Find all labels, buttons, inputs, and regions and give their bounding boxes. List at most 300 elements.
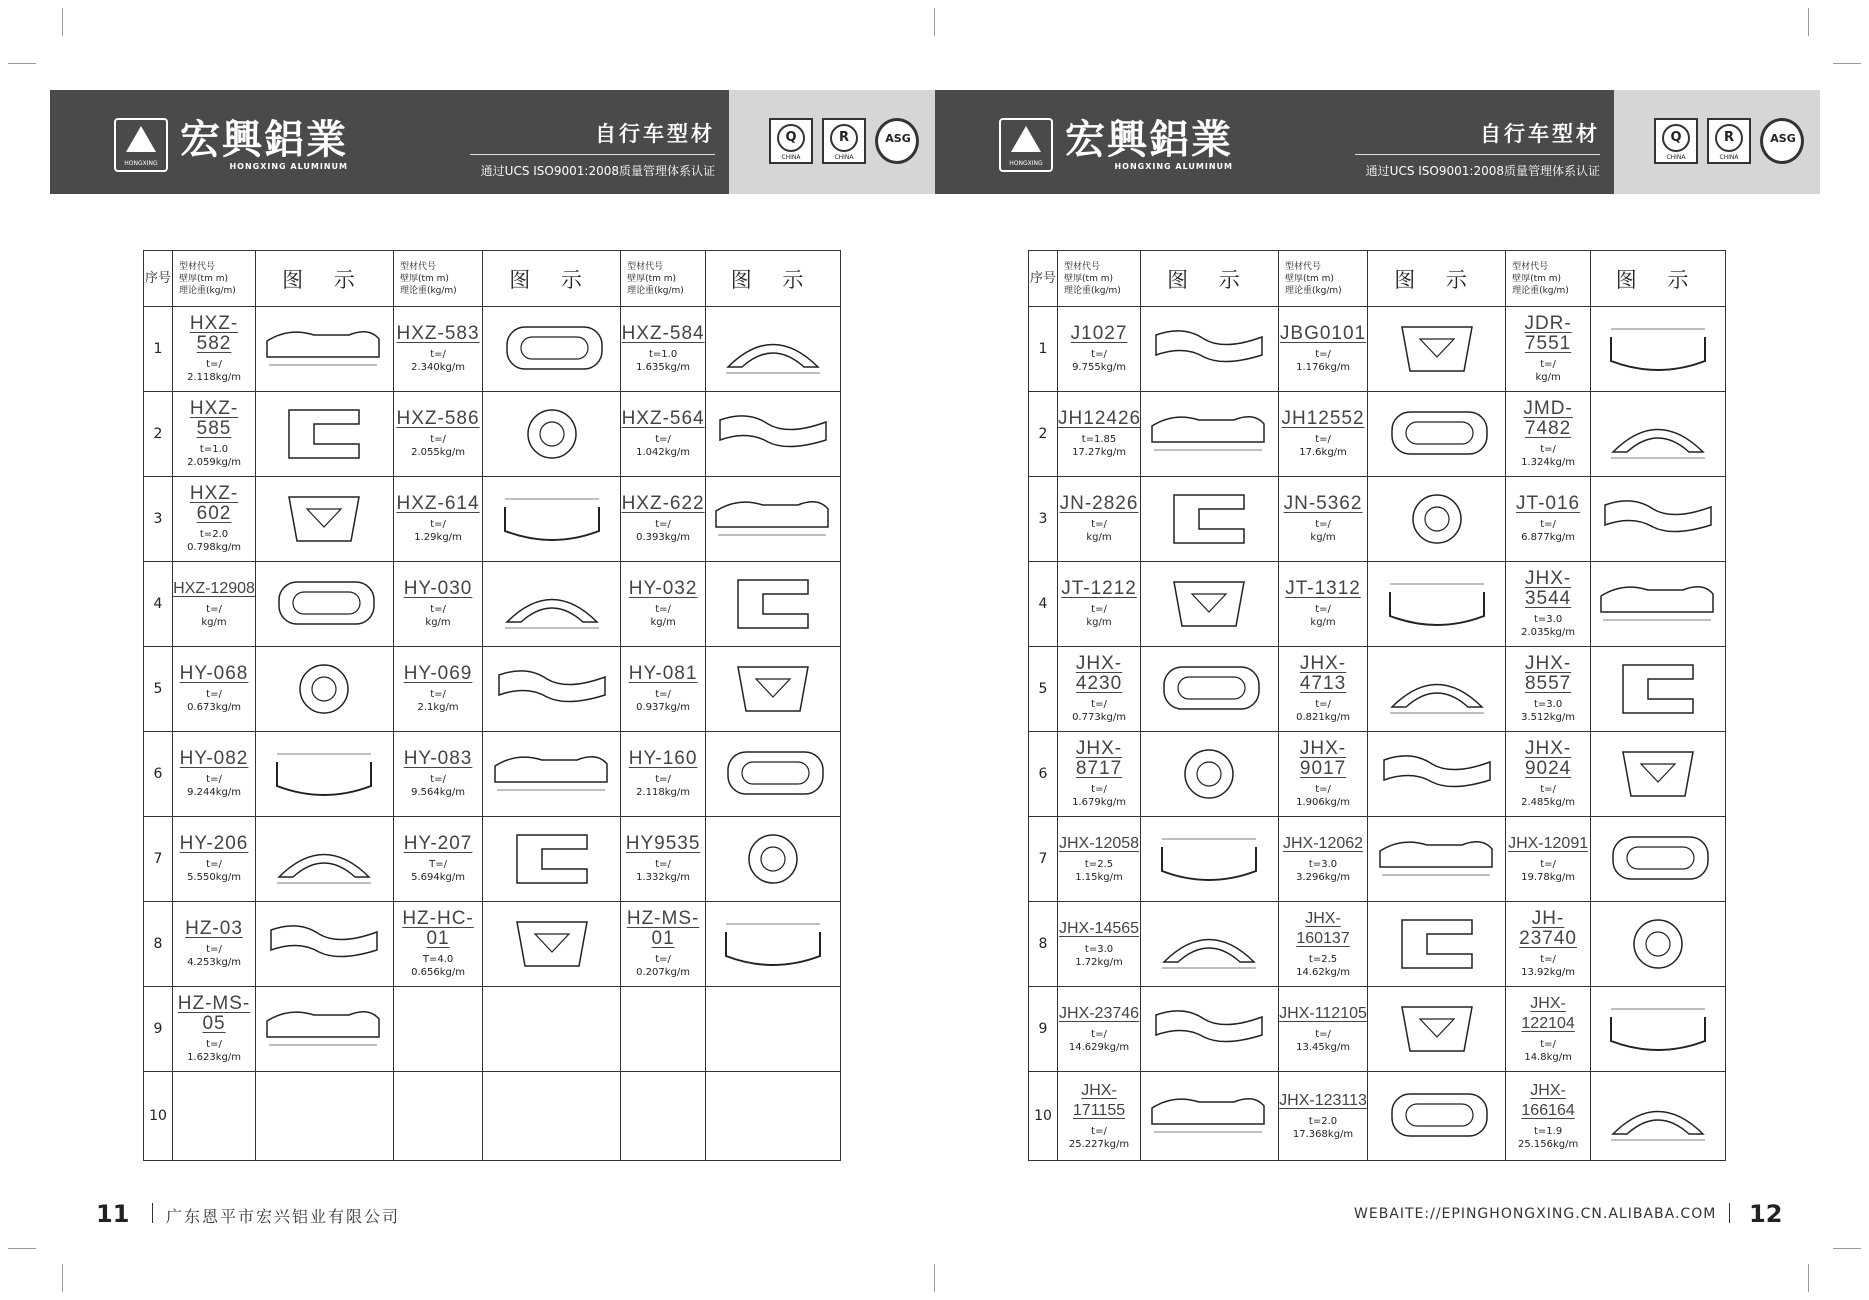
- profile-figure-cell: [256, 562, 394, 647]
- profile-figure-cell: [706, 477, 841, 562]
- row-number: 9: [1029, 987, 1058, 1072]
- profile-weight: 9.755kg/m: [1072, 362, 1126, 373]
- profile-spec-cell: [1058, 817, 1141, 902]
- profile-spec-cell: [393, 562, 482, 647]
- profile-cross-section-icon: [1593, 742, 1723, 806]
- profile-spec-cell: [621, 647, 706, 732]
- header-spec-line: 型材代号: [1064, 261, 1101, 272]
- row-number: 1: [144, 307, 173, 392]
- profile-figure-cell: [483, 562, 621, 647]
- header-figure-label: 图 示: [730, 267, 816, 292]
- profile-figure-cell: [1368, 562, 1506, 647]
- profile-cross-section-icon: [1144, 402, 1274, 466]
- profile-code: HY-207: [403, 833, 473, 854]
- profile-figure-cell: [1141, 562, 1279, 647]
- profile-cross-section-icon: [1593, 317, 1723, 381]
- profile-code: HY-030: [403, 578, 473, 599]
- header-spec-line: 壁厚(tm m): [1512, 273, 1562, 284]
- profile-weight: 1.176kg/m: [1296, 362, 1350, 373]
- header-spec: [1278, 251, 1367, 307]
- profile-thickness: t=2.0: [199, 529, 229, 540]
- profile-spec-cell: [621, 732, 706, 817]
- profile-spec-cell: [621, 1072, 706, 1161]
- header-spec-line: 型材代号: [627, 261, 664, 272]
- profile-spec-cell: [1278, 1072, 1367, 1161]
- category-title: 自行车型材: [470, 118, 715, 155]
- profile-figure-cell: [706, 562, 841, 647]
- profile-cross-section-icon: [259, 402, 389, 466]
- profile-figure-cell: [1141, 477, 1279, 562]
- row-number: 8: [144, 902, 173, 987]
- profile-figure-cell: [1591, 1072, 1726, 1161]
- profile-spec-cell: [393, 1072, 482, 1161]
- profile-thickness: t=/: [1540, 444, 1556, 455]
- table-row: [1029, 647, 1726, 732]
- row-number: 7: [144, 817, 173, 902]
- table-row: [1029, 392, 1726, 477]
- profile-spec-cell: [1506, 987, 1591, 1072]
- profile-figure-cell: [256, 307, 394, 392]
- profile-thickness: t=3.0: [1084, 944, 1114, 955]
- profile-spec-cell: [393, 902, 482, 987]
- profile-weight: 25.156kg/m: [1517, 1139, 1579, 1150]
- crop-mark: [1833, 63, 1861, 64]
- profile-weight: 3.296kg/m: [1296, 872, 1350, 883]
- profile-figure-cell: [706, 732, 841, 817]
- profile-figure-cell: [1141, 902, 1279, 987]
- profile-figure-cell: [706, 817, 841, 902]
- profile-thickness: t=/: [1540, 359, 1556, 370]
- profile-thickness: t=2.0: [1308, 1116, 1338, 1127]
- profile-spec-cell: [173, 1072, 256, 1161]
- profile-spec-cell: [1058, 562, 1141, 647]
- profile-weight: 0.937kg/m: [636, 702, 691, 713]
- header-spec: [1506, 251, 1591, 307]
- header-spec: [173, 251, 256, 307]
- company-name-footer: 广东恩平市宏兴铝业有限公司: [166, 1207, 401, 1226]
- profile-weight: 1.15kg/m: [1075, 872, 1123, 883]
- profile-cross-section-icon: [708, 657, 838, 721]
- profile-thickness: t=/: [1540, 519, 1556, 530]
- profile-thickness: t=/: [1091, 1029, 1107, 1040]
- header-no-label: 序号: [1030, 271, 1057, 286]
- profile-code: HXZ-585: [189, 398, 239, 439]
- brand-name: 宏興鋁業: [1065, 115, 1233, 163]
- profile-code: JHX-123113: [1279, 1092, 1367, 1109]
- profile-weight: 5.694kg/m: [411, 872, 465, 883]
- row-number: 10: [1029, 1072, 1058, 1161]
- header-spec-line: 型材代号: [399, 261, 436, 272]
- profile-spec-cell: [1506, 732, 1591, 817]
- profile-figure-cell: [483, 732, 621, 817]
- profile-cross-section-icon: [708, 487, 838, 551]
- profile-thickness: t=/: [1091, 519, 1107, 530]
- profile-cross-section-icon: [487, 742, 617, 806]
- profile-figure-cell: [1591, 562, 1726, 647]
- profile-spec-cell: [1278, 817, 1367, 902]
- profile-figure-cell: [483, 987, 621, 1072]
- profile-cross-section-icon: [1372, 402, 1502, 466]
- profile-code: HZ-HC-01: [402, 908, 474, 949]
- profile-code: JHX-3544: [1524, 568, 1572, 609]
- brand-name-en: HONGXING ALUMINUM: [1114, 161, 1233, 171]
- profile-weight: 2.055kg/m: [411, 447, 465, 458]
- table-row: [144, 647, 841, 732]
- table-row: [144, 562, 841, 647]
- brand-name-en: HONGXING ALUMINUM: [229, 161, 348, 171]
- page-number-left: 11: [96, 1200, 130, 1228]
- logo-icon: HONGXING: [114, 118, 168, 172]
- profile-weight: 2.118kg/m: [187, 372, 241, 383]
- profile-weight: 13.45kg/m: [1296, 1042, 1350, 1053]
- header-spec-line: 壁厚(tm m): [1064, 273, 1113, 284]
- profile-code: HZ-03: [185, 918, 243, 939]
- profile-weight: 25.227kg/m: [1068, 1139, 1130, 1150]
- crop-mark: [1808, 8, 1809, 36]
- profile-code: JHX-122104: [1521, 995, 1575, 1032]
- profile-code: JN-2826: [1059, 493, 1139, 514]
- header-figure-label: 图 示: [1167, 267, 1252, 292]
- profile-thickness: t=3.0: [1308, 859, 1338, 870]
- profile-cross-section-icon: [1372, 997, 1502, 1061]
- header-spec-line: 理论重(kg/m): [179, 285, 236, 296]
- profile-figure-cell: [483, 307, 621, 392]
- profile-thickness: t=/: [1091, 1126, 1107, 1137]
- cert-r-icon: R CHINA: [1707, 118, 1751, 164]
- profile-thickness: t=/: [655, 859, 671, 870]
- profile-weight: kg/m: [1086, 532, 1112, 543]
- profile-figure-cell: [1591, 732, 1726, 817]
- table-header-row: [1029, 251, 1726, 307]
- profile-figure-cell: [1368, 647, 1506, 732]
- profile-figure-cell: [1141, 392, 1279, 477]
- profile-figure-cell: [1141, 817, 1279, 902]
- profile-spec-cell: [1058, 392, 1141, 477]
- profile-figure-cell: [1591, 817, 1726, 902]
- profile-weight: 6.877kg/m: [1521, 532, 1576, 543]
- profile-spec-cell: [173, 307, 256, 392]
- profile-spec-cell: [173, 562, 256, 647]
- profile-spec-cell: [393, 987, 482, 1072]
- profile-thickness: t=/: [655, 519, 671, 530]
- header-spec-line: 型材代号: [179, 261, 216, 272]
- profile-code: HXZ-12908: [173, 580, 255, 597]
- profile-thickness: t=/: [1315, 784, 1331, 795]
- profile-code: HZ-MS-05: [177, 993, 251, 1034]
- profile-code: JBG0101: [1279, 323, 1367, 344]
- profile-cross-section-icon: [1593, 827, 1723, 891]
- profile-thickness: t=/: [430, 604, 446, 615]
- crop-mark: [62, 8, 63, 36]
- profile-figure-cell: [256, 477, 394, 562]
- profile-figure-cell: [1591, 902, 1726, 987]
- profile-figure-cell: [483, 902, 621, 987]
- profile-weight: 9.564kg/m: [411, 787, 465, 798]
- profile-cross-section-icon: [1144, 742, 1274, 806]
- row-number: 3: [1029, 477, 1058, 562]
- profile-cross-section-icon: [708, 742, 838, 806]
- profile-cross-section-icon: [708, 827, 838, 891]
- profile-thickness: t=/: [1540, 1039, 1556, 1050]
- row-number: 2: [1029, 392, 1058, 477]
- crop-mark: [1833, 1248, 1861, 1249]
- profile-figure-cell: [256, 1072, 394, 1161]
- profile-spec-cell: [1278, 307, 1367, 392]
- brand-name: 宏興鋁業: [180, 115, 348, 163]
- row-number: 4: [1029, 562, 1058, 647]
- header-figure-label: 图 示: [1394, 267, 1479, 292]
- profile-figure-cell: [256, 817, 394, 902]
- profile-thickness: t=3.0: [1533, 614, 1563, 625]
- profile-code: JHX-12058: [1058, 835, 1140, 852]
- crop-mark: [1808, 1264, 1809, 1292]
- profile-cross-section-icon: [1372, 487, 1502, 551]
- row-number: 9: [144, 987, 173, 1072]
- table-row: [1029, 817, 1726, 902]
- profile-figure-cell: [1368, 987, 1506, 1072]
- profile-weight: 13.92kg/m: [1521, 967, 1576, 978]
- header-no-label: 序号: [145, 271, 172, 286]
- row-number: 4: [144, 562, 173, 647]
- profile-weight: kg/m: [425, 617, 451, 628]
- profile-figure-cell: [1141, 647, 1279, 732]
- footer-divider: [152, 1203, 153, 1223]
- cert-asg-icon: ASG: [875, 118, 919, 164]
- profile-spec-cell: [173, 987, 256, 1072]
- header-spec: [1058, 251, 1141, 307]
- profile-figure-cell: [1591, 392, 1726, 477]
- profile-thickness: t=2.5: [1084, 859, 1114, 870]
- profile-thickness: t=/: [1315, 519, 1331, 530]
- header-spec-line: 型材代号: [1284, 261, 1321, 272]
- profile-thickness: t=/: [1315, 349, 1331, 360]
- profile-weight: 2.035kg/m: [1521, 627, 1576, 638]
- profile-figure-cell: [483, 647, 621, 732]
- header-figure: [256, 251, 394, 307]
- profile-thickness: t=/: [1540, 954, 1556, 965]
- profile-code: JH12552: [1281, 408, 1365, 429]
- profile-figure-cell: [1368, 477, 1506, 562]
- profile-thickness: t=/: [1091, 604, 1107, 615]
- profile-figure-cell: [706, 392, 841, 477]
- profile-figure-cell: [1368, 902, 1506, 987]
- profile-code: JHX-9017: [1299, 738, 1347, 779]
- profile-code: HZ-MS-01: [626, 908, 700, 949]
- profile-thickness: t=/: [430, 519, 446, 530]
- profile-weight: 0.821kg/m: [1296, 712, 1350, 723]
- profile-spec-cell: [1506, 307, 1591, 392]
- profile-figure-cell: [1591, 647, 1726, 732]
- profile-cross-section-icon: [1144, 997, 1274, 1061]
- table-row: [144, 477, 841, 562]
- profile-code: JHX-4713: [1299, 653, 1347, 694]
- header-figure-label: 图 示: [1615, 267, 1701, 292]
- table-row: [1029, 477, 1726, 562]
- profile-weight: kg/m: [201, 617, 227, 628]
- profile-spec-cell: [173, 902, 256, 987]
- brand: [114, 115, 348, 172]
- profile-weight: 17.368kg/m: [1292, 1129, 1354, 1140]
- category-title: 自行车型材: [1355, 118, 1600, 155]
- profile-thickness: t=/: [430, 689, 446, 700]
- profile-cross-section-icon: [1372, 912, 1502, 976]
- profile-thickness: t=/: [1091, 784, 1107, 795]
- profile-cross-section-icon: [1372, 317, 1502, 381]
- profile-cross-section-icon: [259, 742, 389, 806]
- profile-figure-cell: [1368, 1072, 1506, 1161]
- profile-spec-cell: [173, 392, 256, 477]
- header-spec: [393, 251, 482, 307]
- profile-code: HY-068: [179, 663, 249, 684]
- profile-code: JH-23740: [1519, 908, 1577, 949]
- profile-figure-cell: [1368, 817, 1506, 902]
- profile-figure-cell: [1591, 307, 1726, 392]
- profile-thickness: t=/: [430, 434, 446, 445]
- website-footer: WEBAITE://EPINGHONGXING.CN.ALIBABA.COM: [1354, 1206, 1717, 1222]
- profile-weight: 3.512kg/m: [1521, 712, 1576, 723]
- header-spec-line: 型材代号: [1512, 261, 1549, 272]
- cert-q-icon: Q CHINA: [1654, 118, 1698, 164]
- table-row: [1029, 987, 1726, 1072]
- profile-cross-section-icon: [259, 827, 389, 891]
- profile-cross-section-icon: [1144, 657, 1274, 721]
- crop-mark: [62, 1264, 63, 1292]
- certification-text: 通过UCS ISO9001:2008质量管理体系认证: [480, 164, 715, 178]
- profile-code: HXZ-586: [396, 408, 480, 429]
- profile-code: HY-083: [403, 748, 473, 769]
- profile-thickness: t=/: [430, 349, 446, 360]
- profile-code: JHX-171155: [1072, 1082, 1126, 1119]
- profile-cross-section-icon: [1144, 572, 1274, 636]
- profile-cross-section-icon: [1144, 487, 1274, 551]
- profile-cross-section-icon: [487, 827, 617, 891]
- profile-code: HXZ-622: [621, 493, 705, 514]
- profile-figure-cell: [1141, 307, 1279, 392]
- profile-code: JHX-14565: [1058, 920, 1140, 937]
- profile-code: HY-206: [179, 833, 249, 854]
- header-spec-line: 理论重(kg/m): [627, 285, 684, 296]
- table-row: [1029, 1072, 1726, 1161]
- profile-spec-cell: [1058, 477, 1141, 562]
- profile-weight: 1.906kg/m: [1296, 797, 1350, 808]
- profile-cross-section-icon: [708, 317, 838, 381]
- table-row: [1029, 902, 1726, 987]
- header-figure: [706, 251, 841, 307]
- profile-code: JHX-160137: [1296, 910, 1350, 947]
- profile-code: JHX-23746: [1058, 1005, 1140, 1022]
- profile-figure-cell: [706, 1072, 841, 1161]
- table-row: [144, 987, 841, 1072]
- profile-weight: 1.623kg/m: [187, 1052, 241, 1063]
- profile-spec-cell: [1058, 987, 1141, 1072]
- profile-spec-cell: [1058, 307, 1141, 392]
- profile-table-left: [143, 250, 841, 1161]
- profile-weight: 2.340kg/m: [411, 362, 465, 373]
- profile-spec-cell: [393, 307, 482, 392]
- profile-cross-section-icon: [1144, 827, 1274, 891]
- profile-weight: kg/m: [1310, 532, 1336, 543]
- profile-weight: 5.550kg/m: [187, 872, 241, 883]
- profile-cross-section-icon: [1372, 742, 1502, 806]
- certification-text: 通过UCS ISO9001:2008质量管理体系认证: [1365, 164, 1600, 178]
- profile-weight: kg/m: [1310, 617, 1336, 628]
- profile-thickness: T=4.0: [422, 954, 454, 965]
- profile-spec-cell: [393, 477, 482, 562]
- profile-cross-section-icon: [1144, 317, 1274, 381]
- profile-figure-cell: [706, 647, 841, 732]
- table-row: [144, 732, 841, 817]
- profile-weight: 14.8kg/m: [1524, 1052, 1572, 1063]
- profile-spec-cell: [1506, 562, 1591, 647]
- profile-thickness: t=/: [1540, 784, 1556, 795]
- profile-weight: kg/m: [1086, 617, 1112, 628]
- profile-code: HXZ-583: [396, 323, 480, 344]
- profile-spec-cell: [621, 392, 706, 477]
- profile-code: HY-082: [179, 748, 249, 769]
- profile-figure-cell: [1591, 987, 1726, 1072]
- profile-spec-cell: [173, 647, 256, 732]
- row-number: 5: [1029, 647, 1058, 732]
- profile-spec-cell: [393, 732, 482, 817]
- header-spec-line: 壁厚(tm m): [627, 273, 677, 284]
- profile-spec-cell: [173, 477, 256, 562]
- profile-figure-cell: [1141, 987, 1279, 1072]
- profile-weight: 0.798kg/m: [187, 542, 241, 553]
- profile-code: JHX-8717: [1075, 738, 1123, 779]
- profile-cross-section-icon: [1593, 657, 1723, 721]
- cert-r-icon: R CHINA: [822, 118, 866, 164]
- profile-spec-cell: [1278, 647, 1367, 732]
- profile-cross-section-icon: [487, 657, 617, 721]
- profile-weight: 2.1kg/m: [417, 702, 459, 713]
- table-row: [144, 1072, 841, 1161]
- header-figure-label: 图 示: [509, 267, 594, 292]
- profile-code: JHX-112105: [1279, 1005, 1367, 1022]
- profile-cross-section-icon: [708, 402, 838, 466]
- profile-figure-cell: [483, 817, 621, 902]
- profile-code: HXZ-584: [621, 323, 705, 344]
- profile-figure-cell: [1368, 307, 1506, 392]
- footer-divider: [1729, 1203, 1730, 1223]
- profile-cross-section-icon: [1144, 1084, 1274, 1148]
- profile-spec-cell: [393, 817, 482, 902]
- profile-spec-cell: [621, 817, 706, 902]
- header-spec-line: 壁厚(tm m): [179, 273, 228, 284]
- profile-code: HY-069: [403, 663, 473, 684]
- profile-spec-cell: [621, 987, 706, 1072]
- profile-spec-cell: [1506, 1072, 1591, 1161]
- profile-spec-cell: [1058, 732, 1141, 817]
- profile-figure-cell: [256, 902, 394, 987]
- profile-code: JT-1212: [1061, 578, 1137, 599]
- profile-weight: 14.629kg/m: [1068, 1042, 1130, 1053]
- profile-spec-cell: [1278, 562, 1367, 647]
- profile-thickness: t=/: [1540, 859, 1556, 870]
- profile-weight: kg/m: [1535, 372, 1561, 383]
- profile-weight: 17.6kg/m: [1299, 447, 1347, 458]
- profile-thickness: t=3.0: [1533, 699, 1563, 710]
- table-row: [144, 307, 841, 392]
- table-row: [1029, 562, 1726, 647]
- profile-weight: 2.118kg/m: [636, 787, 691, 798]
- row-number: 3: [144, 477, 173, 562]
- header-spec-line: 理论重(kg/m): [1284, 285, 1342, 296]
- row-number: 2: [144, 392, 173, 477]
- profile-code: JHX-12091: [1508, 835, 1589, 852]
- profile-thickness: t=/: [206, 689, 222, 700]
- profile-code: JHX-12062: [1283, 835, 1364, 852]
- profile-spec-cell: [621, 307, 706, 392]
